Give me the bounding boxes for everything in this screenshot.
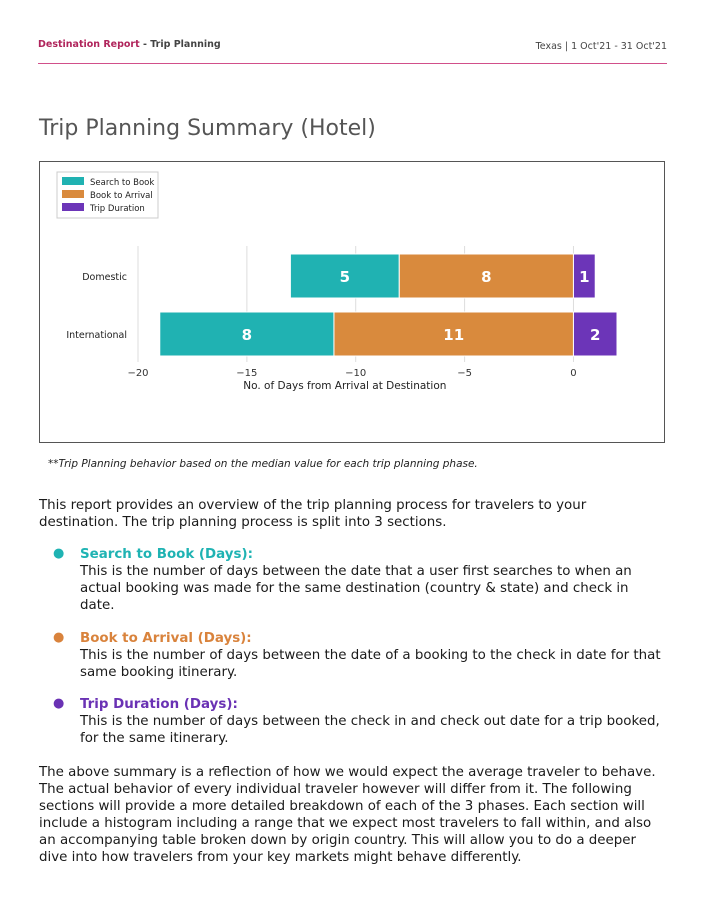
- bar-value-label: 5: [339, 268, 351, 286]
- x-tick-label: −10: [345, 368, 367, 379]
- bullet-heading: Book to Arrival (Days):: [80, 631, 252, 646]
- bullet-marker: ●: [53, 546, 65, 561]
- chart-svg: [40, 162, 664, 442]
- x-tick-label: −15: [236, 368, 258, 379]
- legend-label: Book to Arrival: [90, 191, 153, 201]
- trip-planning-chart: [39, 161, 665, 443]
- page-header: [38, 39, 667, 64]
- bullet-heading: Search to Book (Days):: [80, 547, 253, 562]
- page-title: Trip Planning Summary (Hotel): [39, 116, 376, 141]
- y-category-label: Domestic: [82, 272, 127, 283]
- bullet-text: This is the number of days between the date that a user first searches to when an actual booking was made for the same destination (country & state) and check in date.: [80, 564, 632, 613]
- header-location-date: Texas | 1 Oct'21 - 31 Oct'21: [535, 41, 667, 52]
- bar-value-label: 2: [590, 326, 601, 344]
- bullet-heading: Trip Duration (Days):: [80, 697, 238, 712]
- legend-label: Trip Duration: [90, 204, 145, 214]
- bar-value-label: 1: [579, 268, 590, 286]
- x-tick-label: 0: [570, 368, 577, 379]
- header-report-title: Destination Report - Trip Planning: [38, 39, 221, 50]
- x-tick-label: −20: [127, 368, 149, 379]
- x-axis-label: No. of Days from Arrival at Destination: [243, 380, 447, 392]
- intro-paragraph: This report provides an overview of the trip planning process for travelers to your destination. The trip planning process is split into 3 sections.: [39, 498, 587, 530]
- bar-value-label: 11: [443, 326, 465, 344]
- bar-value-label: 8: [241, 326, 253, 344]
- legend-swatch: [62, 203, 84, 211]
- summary-paragraph: The above summary is a reflection of how we would expect the average traveler to behave. The actual behavior of every individual traveler however will differ from it. The following sections will provide a more detailed breakdown of each of the 3 phases. Each section will include a histogram including a range that we expect most travelers to fall within, and also an accompanying table broken down by origin country. This will allow you to do a deeper dive into how travelers from your key markets might behave differently.: [39, 765, 656, 865]
- legend-swatch: [62, 190, 84, 198]
- bullet-marker: ●: [53, 630, 65, 645]
- bar-value-label: 8: [481, 268, 492, 286]
- legend-swatch: [62, 177, 84, 185]
- bullet-text: This is the number of days between the check in and check out date for a trip booked, for the same itinerary.: [80, 714, 660, 746]
- legend-label: Search to Book: [90, 178, 155, 188]
- y-category-label: International: [66, 330, 127, 341]
- bullet-text: This is the number of days between the date of a booking to the check in date for that same booking itinerary.: [80, 648, 661, 680]
- chart-footnote: **Trip Planning behavior based on the median value for each trip planning phase.: [48, 458, 478, 470]
- x-tick-label: −5: [457, 368, 472, 379]
- bullet-marker: ●: [53, 696, 65, 711]
